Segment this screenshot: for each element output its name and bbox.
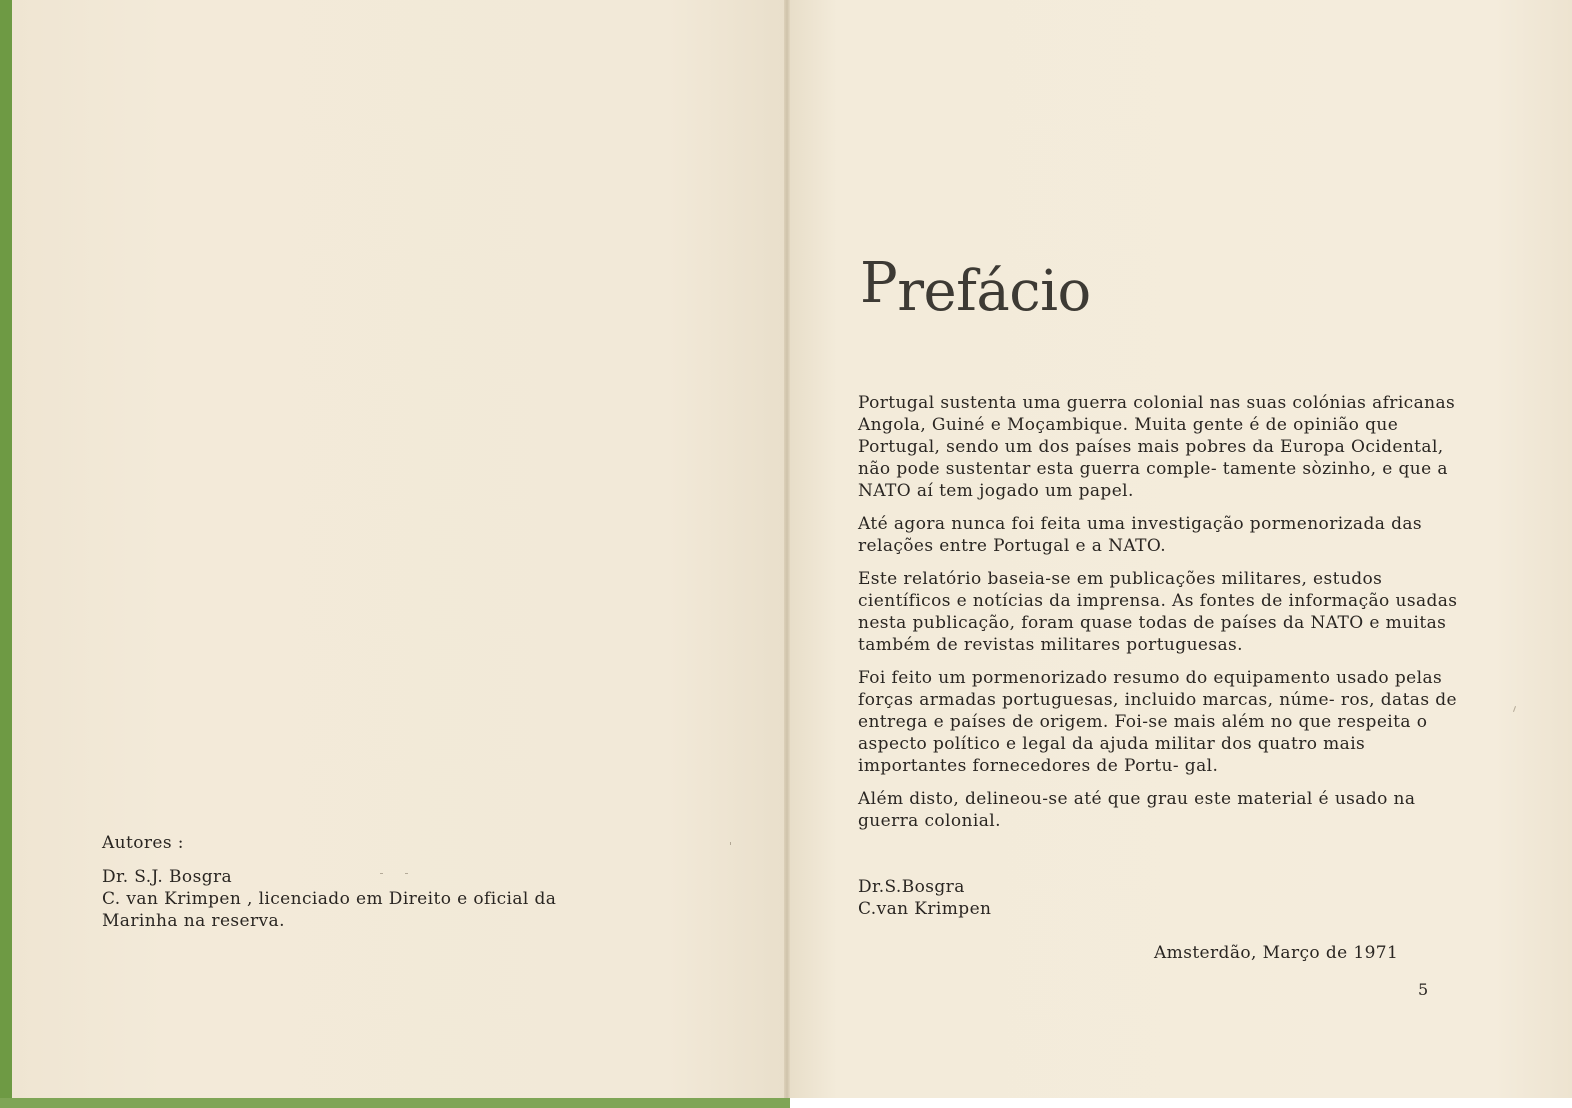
paragraph: Foi feito um pormenorizado resumo do equipamento usado pelas forças armadas portuguesas, incluido marcas, núme- ros, datas de entrega e países de origem. Foi-se mais além no que respeita o aspecto político e legal da ajuda militar dos quatro mais importantes fornecedores de Portu- gal. [858,668,1458,776]
paragraph: Até agora nunca foi feita uma investigação pormenorizada das relações entre Portugal e a NATO. [858,514,1423,556]
paper-speck [730,842,731,845]
paragraph: Além disto, delineou-se até que grau este material é usado na guerra colonial. [858,789,1416,831]
paragraph: Este relatório baseia-se em publicações militares, estudos científicos e notícias da imprensa. As fontes de informação usadas nesta publicação, foram quase todas de países da NATO e muitas também de revistas militares portuguesas. [858,569,1458,655]
authors-label: Autores : [102,833,184,853]
signature-line: Dr.S.Bosgra [858,877,965,897]
cover-edge-bottom [0,1098,790,1108]
authors-block [102,832,662,932]
paragraph: Portugal sustenta uma guerra colonial nas suas colónias africanas Angola, Guiné e Moçambique. Muita gente é de opinião que Portugal, sendo um dos países mais pobres da Europa Ocidental, não pode sustentar esta guerra comple- tamente sòzinho, e que a NATO aí tem jogado um papel. [858,393,1456,501]
page-bottom-edge [790,1098,1572,1108]
signature-line: C.van Krimpen [858,899,992,919]
preface-body [858,392,1458,843]
author-line: Marinha na reserva. [102,911,285,931]
page-number: 5 [1418,980,1429,999]
title-initial: P [860,251,898,316]
page-title [860,252,1091,332]
cover-edge-left [0,0,12,1108]
left-page [12,0,784,1108]
title-rest: refácio [897,259,1091,324]
place-date: Amsterdão, Março de 1971 [1154,943,1399,963]
author-line: Dr. S.J. Bosgra [102,867,233,887]
signature-block [858,876,991,920]
author-line: C. van Krimpen , licenciado em Direito e oficial da [102,889,557,909]
